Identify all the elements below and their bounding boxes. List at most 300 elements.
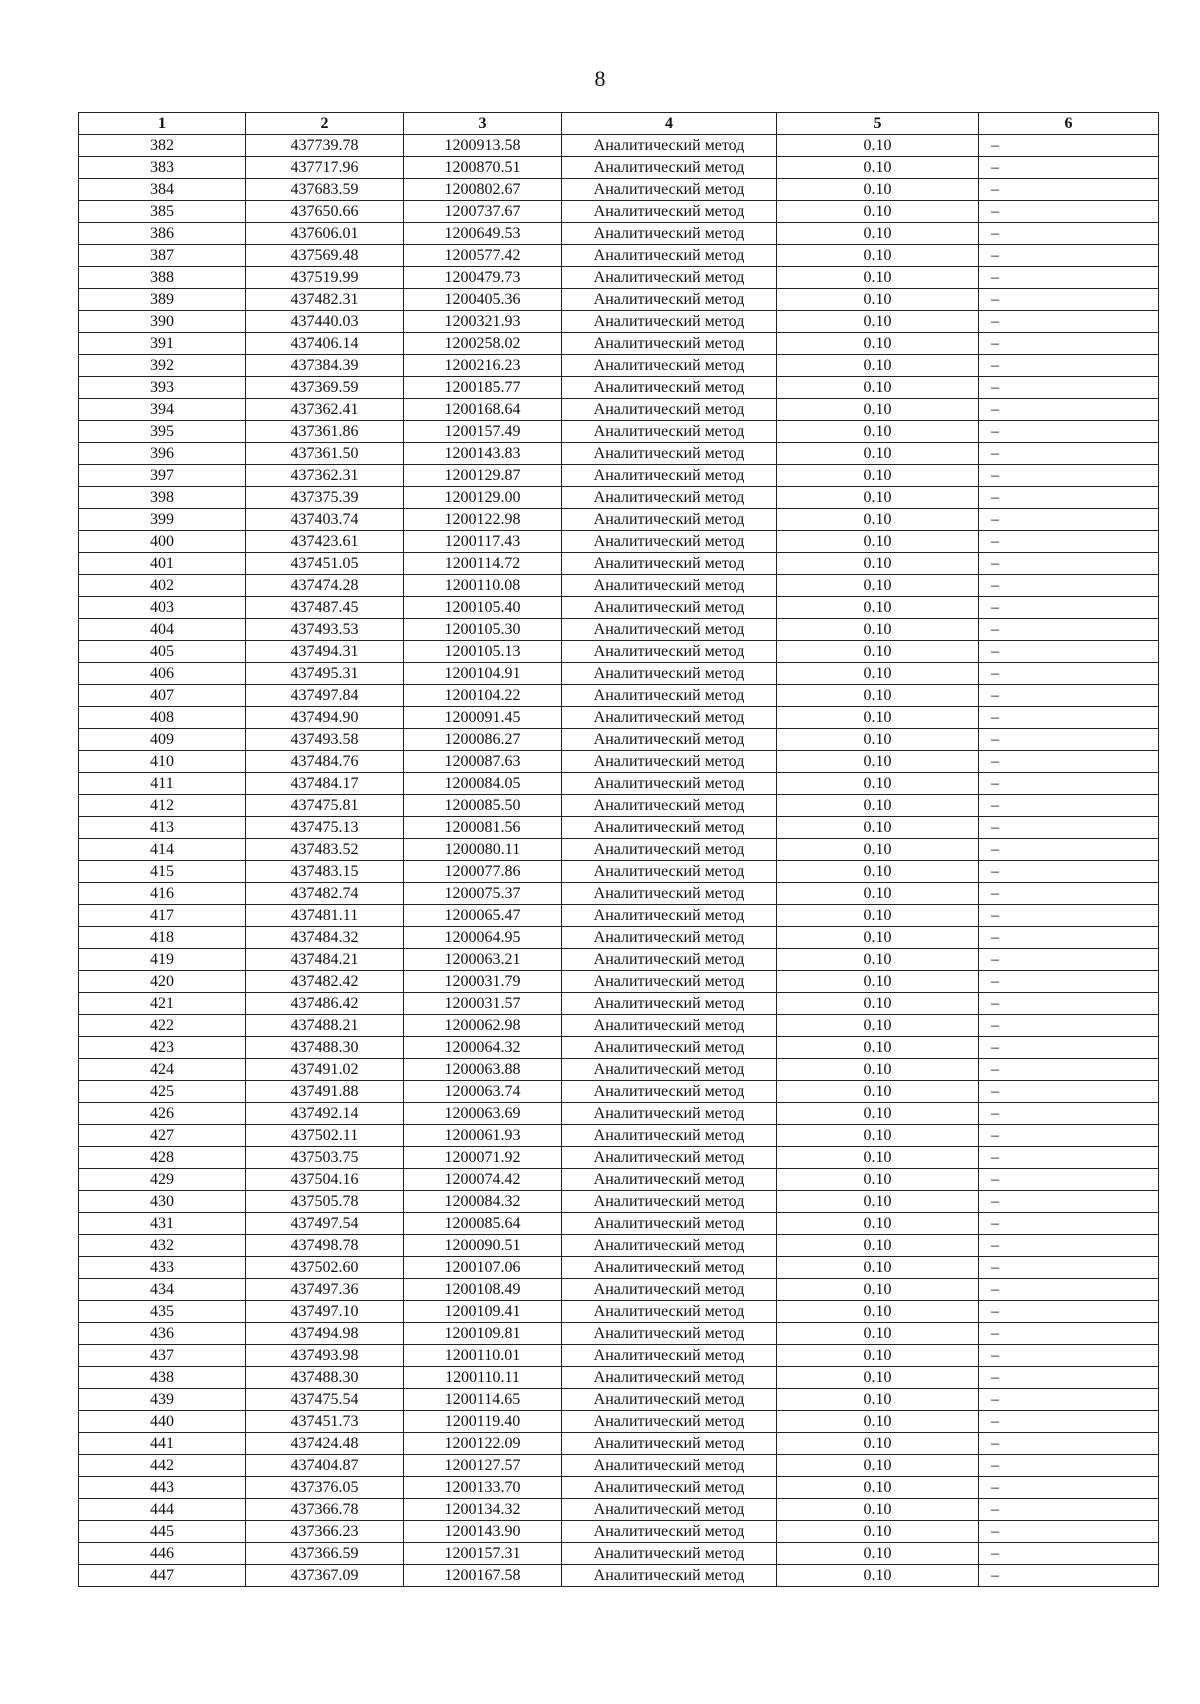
x-coordinate-cell: 437482.74	[246, 883, 404, 905]
table-row	[79, 773, 1159, 795]
note-cell: –	[979, 267, 1159, 289]
point-number-cell: 384	[79, 179, 246, 201]
note-cell: –	[979, 333, 1159, 355]
table-row	[79, 355, 1159, 377]
point-number-cell: 446	[79, 1543, 246, 1565]
y-coordinate-cell: 1200071.92	[404, 1147, 562, 1169]
x-coordinate-cell: 437451.73	[246, 1411, 404, 1433]
accuracy-cell: 0.10	[777, 355, 979, 377]
y-coordinate-cell: 1200114.65	[404, 1389, 562, 1411]
x-coordinate-cell: 437497.54	[246, 1213, 404, 1235]
accuracy-cell: 0.10	[777, 135, 979, 157]
note-cell: –	[979, 1235, 1159, 1257]
x-coordinate-cell: 437493.98	[246, 1345, 404, 1367]
point-number-cell: 443	[79, 1477, 246, 1499]
y-coordinate-cell: 1200114.72	[404, 553, 562, 575]
note-cell: –	[979, 443, 1159, 465]
method-cell: Аналитический метод	[562, 575, 777, 597]
x-coordinate-cell: 437606.01	[246, 223, 404, 245]
table-row	[79, 1235, 1159, 1257]
y-coordinate-cell: 1200031.57	[404, 993, 562, 1015]
accuracy-cell: 0.10	[777, 267, 979, 289]
point-number-cell: 424	[79, 1059, 246, 1081]
accuracy-cell: 0.10	[777, 1059, 979, 1081]
table-row	[79, 245, 1159, 267]
method-cell: Аналитический метод	[562, 1389, 777, 1411]
method-cell: Аналитический метод	[562, 905, 777, 927]
y-coordinate-cell: 1200122.09	[404, 1433, 562, 1455]
note-cell: –	[979, 1499, 1159, 1521]
table-row	[79, 1147, 1159, 1169]
method-cell: Аналитический метод	[562, 289, 777, 311]
x-coordinate-cell: 437366.78	[246, 1499, 404, 1521]
table-row	[79, 927, 1159, 949]
table-row	[79, 421, 1159, 443]
table-row	[79, 905, 1159, 927]
x-coordinate-cell: 437488.21	[246, 1015, 404, 1037]
method-cell: Аналитический метод	[562, 773, 777, 795]
y-coordinate-cell: 1200064.32	[404, 1037, 562, 1059]
point-number-cell: 426	[79, 1103, 246, 1125]
accuracy-cell: 0.10	[777, 223, 979, 245]
point-number-cell: 419	[79, 949, 246, 971]
accuracy-cell: 0.10	[777, 817, 979, 839]
table-row	[79, 817, 1159, 839]
table-row	[79, 135, 1159, 157]
accuracy-cell: 0.10	[777, 1257, 979, 1279]
method-cell: Аналитический метод	[562, 553, 777, 575]
y-coordinate-cell: 1200129.00	[404, 487, 562, 509]
point-number-cell: 422	[79, 1015, 246, 1037]
accuracy-cell: 0.10	[777, 487, 979, 509]
method-cell: Аналитический метод	[562, 1543, 777, 1565]
y-coordinate-cell: 1200117.43	[404, 531, 562, 553]
method-cell: Аналитический метод	[562, 487, 777, 509]
table-row	[79, 509, 1159, 531]
method-cell: Аналитический метод	[562, 949, 777, 971]
x-coordinate-cell: 437484.17	[246, 773, 404, 795]
accuracy-cell: 0.10	[777, 1367, 979, 1389]
table-row	[79, 1279, 1159, 1301]
method-cell: Аналитический метод	[562, 1521, 777, 1543]
note-cell: –	[979, 1081, 1159, 1103]
point-number-cell: 413	[79, 817, 246, 839]
column-header-1: 1	[79, 113, 246, 135]
method-cell: Аналитический метод	[562, 707, 777, 729]
table-row	[79, 729, 1159, 751]
note-cell: –	[979, 619, 1159, 641]
x-coordinate-cell: 437362.31	[246, 465, 404, 487]
accuracy-cell: 0.10	[777, 619, 979, 641]
x-coordinate-cell: 437362.41	[246, 399, 404, 421]
accuracy-cell: 0.10	[777, 1037, 979, 1059]
y-coordinate-cell: 1200105.13	[404, 641, 562, 663]
x-coordinate-cell: 437475.13	[246, 817, 404, 839]
method-cell: Аналитический метод	[562, 1433, 777, 1455]
x-coordinate-cell: 437475.81	[246, 795, 404, 817]
accuracy-cell: 0.10	[777, 1169, 979, 1191]
method-cell: Аналитический метод	[562, 1279, 777, 1301]
y-coordinate-cell: 1200105.40	[404, 597, 562, 619]
note-cell: –	[979, 1015, 1159, 1037]
column-header-3: 3	[404, 113, 562, 135]
method-cell: Аналитический метод	[562, 1147, 777, 1169]
accuracy-cell: 0.10	[777, 751, 979, 773]
y-coordinate-cell: 1200479.73	[404, 267, 562, 289]
y-coordinate-cell: 1200577.42	[404, 245, 562, 267]
method-cell: Аналитический метод	[562, 245, 777, 267]
accuracy-cell: 0.10	[777, 1499, 979, 1521]
method-cell: Аналитический метод	[562, 201, 777, 223]
y-coordinate-cell: 1200085.50	[404, 795, 562, 817]
table-row	[79, 311, 1159, 333]
x-coordinate-cell: 437404.87	[246, 1455, 404, 1477]
accuracy-cell: 0.10	[777, 245, 979, 267]
note-cell: –	[979, 311, 1159, 333]
y-coordinate-cell: 1200134.32	[404, 1499, 562, 1521]
note-cell: –	[979, 1477, 1159, 1499]
point-number-cell: 434	[79, 1279, 246, 1301]
x-coordinate-cell: 437494.98	[246, 1323, 404, 1345]
point-number-cell: 430	[79, 1191, 246, 1213]
note-cell: –	[979, 465, 1159, 487]
y-coordinate-cell: 1200109.81	[404, 1323, 562, 1345]
point-number-cell: 440	[79, 1411, 246, 1433]
accuracy-cell: 0.10	[777, 641, 979, 663]
x-coordinate-cell: 437366.59	[246, 1543, 404, 1565]
method-cell: Аналитический метод	[562, 179, 777, 201]
table-row	[79, 1543, 1159, 1565]
point-number-cell: 436	[79, 1323, 246, 1345]
point-number-cell: 415	[79, 861, 246, 883]
method-cell: Аналитический метод	[562, 1059, 777, 1081]
x-coordinate-cell: 437481.11	[246, 905, 404, 927]
accuracy-cell: 0.10	[777, 509, 979, 531]
method-cell: Аналитический метод	[562, 1323, 777, 1345]
point-number-cell: 392	[79, 355, 246, 377]
y-coordinate-cell: 1200185.77	[404, 377, 562, 399]
accuracy-cell: 0.10	[777, 1455, 979, 1477]
x-coordinate-cell: 437493.58	[246, 729, 404, 751]
page-number: 8	[594, 66, 606, 91]
accuracy-cell: 0.10	[777, 1565, 979, 1587]
method-cell: Аналитический метод	[562, 1565, 777, 1587]
method-cell: Аналитический метод	[562, 135, 777, 157]
point-number-cell: 418	[79, 927, 246, 949]
point-number-cell: 411	[79, 773, 246, 795]
point-number-cell: 447	[79, 1565, 246, 1587]
table-row	[79, 377, 1159, 399]
note-cell: –	[979, 1521, 1159, 1543]
table-row	[79, 839, 1159, 861]
note-cell: –	[979, 993, 1159, 1015]
y-coordinate-cell: 1200321.93	[404, 311, 562, 333]
y-coordinate-cell: 1200119.40	[404, 1411, 562, 1433]
y-coordinate-cell: 1200143.83	[404, 443, 562, 465]
note-cell: –	[979, 1543, 1159, 1565]
point-number-cell: 417	[79, 905, 246, 927]
y-coordinate-cell: 1200064.95	[404, 927, 562, 949]
x-coordinate-cell: 437492.14	[246, 1103, 404, 1125]
table-row	[79, 157, 1159, 179]
x-coordinate-cell: 437474.28	[246, 575, 404, 597]
point-number-cell: 382	[79, 135, 246, 157]
x-coordinate-cell: 437440.03	[246, 311, 404, 333]
point-number-cell: 420	[79, 971, 246, 993]
accuracy-cell: 0.10	[777, 531, 979, 553]
method-cell: Аналитический метод	[562, 399, 777, 421]
y-coordinate-cell: 1200086.27	[404, 729, 562, 751]
y-coordinate-cell: 1200913.58	[404, 135, 562, 157]
point-number-cell: 409	[79, 729, 246, 751]
accuracy-cell: 0.10	[777, 1543, 979, 1565]
accuracy-cell: 0.10	[777, 839, 979, 861]
table-row	[79, 179, 1159, 201]
x-coordinate-cell: 437403.74	[246, 509, 404, 531]
accuracy-cell: 0.10	[777, 883, 979, 905]
note-cell: –	[979, 1455, 1159, 1477]
point-number-cell: 433	[79, 1257, 246, 1279]
point-number-cell: 428	[79, 1147, 246, 1169]
y-coordinate-cell: 1200065.47	[404, 905, 562, 927]
point-number-cell: 431	[79, 1213, 246, 1235]
note-cell: –	[979, 553, 1159, 575]
table-row	[79, 1477, 1159, 1499]
note-cell: –	[979, 399, 1159, 421]
table-row	[79, 1213, 1159, 1235]
method-cell: Аналитический метод	[562, 883, 777, 905]
y-coordinate-cell: 1200062.98	[404, 1015, 562, 1037]
column-header-6: 6	[979, 113, 1159, 135]
table-row	[79, 575, 1159, 597]
y-coordinate-cell: 1200108.49	[404, 1279, 562, 1301]
y-coordinate-cell: 1200084.32	[404, 1191, 562, 1213]
table-row	[79, 1169, 1159, 1191]
column-header-5: 5	[777, 113, 979, 135]
x-coordinate-cell: 437366.23	[246, 1521, 404, 1543]
y-coordinate-cell: 1200127.57	[404, 1455, 562, 1477]
note-cell: –	[979, 135, 1159, 157]
accuracy-cell: 0.10	[777, 311, 979, 333]
note-cell: –	[979, 531, 1159, 553]
note-cell: –	[979, 971, 1159, 993]
table-row	[79, 597, 1159, 619]
note-cell: –	[979, 1411, 1159, 1433]
y-coordinate-cell: 1200168.64	[404, 399, 562, 421]
y-coordinate-cell: 1200074.42	[404, 1169, 562, 1191]
method-cell: Аналитический метод	[562, 817, 777, 839]
accuracy-cell: 0.10	[777, 795, 979, 817]
note-cell: –	[979, 685, 1159, 707]
accuracy-cell: 0.10	[777, 1191, 979, 1213]
table-row	[79, 1499, 1159, 1521]
x-coordinate-cell: 437497.84	[246, 685, 404, 707]
y-coordinate-cell: 1200061.93	[404, 1125, 562, 1147]
method-cell: Аналитический метод	[562, 443, 777, 465]
table-row	[79, 267, 1159, 289]
note-cell: –	[979, 201, 1159, 223]
x-coordinate-cell: 437488.30	[246, 1367, 404, 1389]
accuracy-cell: 0.10	[777, 861, 979, 883]
note-cell: –	[979, 927, 1159, 949]
point-number-cell: 387	[79, 245, 246, 267]
point-number-cell: 406	[79, 663, 246, 685]
method-cell: Аналитический метод	[562, 1213, 777, 1235]
note-cell: –	[979, 773, 1159, 795]
accuracy-cell: 0.10	[777, 707, 979, 729]
table-row	[79, 1257, 1159, 1279]
x-coordinate-cell: 437361.86	[246, 421, 404, 443]
point-number-cell: 421	[79, 993, 246, 1015]
note-cell: –	[979, 1037, 1159, 1059]
table-row	[79, 795, 1159, 817]
note-cell: –	[979, 949, 1159, 971]
method-cell: Аналитический метод	[562, 1125, 777, 1147]
note-cell: –	[979, 597, 1159, 619]
table-row	[79, 201, 1159, 223]
accuracy-cell: 0.10	[777, 1235, 979, 1257]
x-coordinate-cell: 437384.39	[246, 355, 404, 377]
table-row	[79, 1191, 1159, 1213]
accuracy-cell: 0.10	[777, 1389, 979, 1411]
accuracy-cell: 0.10	[777, 1433, 979, 1455]
x-coordinate-cell: 437502.60	[246, 1257, 404, 1279]
accuracy-cell: 0.10	[777, 157, 979, 179]
note-cell: –	[979, 1059, 1159, 1081]
y-coordinate-cell: 1200110.11	[404, 1367, 562, 1389]
table-row	[79, 971, 1159, 993]
method-cell: Аналитический метод	[562, 1103, 777, 1125]
x-coordinate-cell: 437495.31	[246, 663, 404, 685]
note-cell: –	[979, 1213, 1159, 1235]
method-cell: Аналитический метод	[562, 795, 777, 817]
y-coordinate-cell: 1200802.67	[404, 179, 562, 201]
method-cell: Аналитический метод	[562, 1455, 777, 1477]
x-coordinate-cell: 437482.42	[246, 971, 404, 993]
note-cell: –	[979, 751, 1159, 773]
point-number-cell: 383	[79, 157, 246, 179]
x-coordinate-cell: 437486.42	[246, 993, 404, 1015]
table-row	[79, 685, 1159, 707]
point-number-cell: 393	[79, 377, 246, 399]
table-header-row	[79, 113, 1159, 135]
y-coordinate-cell: 1200110.01	[404, 1345, 562, 1367]
table-row	[79, 1323, 1159, 1345]
method-cell: Аналитический метод	[562, 311, 777, 333]
table-row	[79, 531, 1159, 553]
accuracy-cell: 0.10	[777, 773, 979, 795]
table-row	[79, 443, 1159, 465]
point-number-cell: 435	[79, 1301, 246, 1323]
x-coordinate-cell: 437498.78	[246, 1235, 404, 1257]
note-cell: –	[979, 179, 1159, 201]
table-row	[79, 1125, 1159, 1147]
table-row	[79, 619, 1159, 641]
point-number-cell: 429	[79, 1169, 246, 1191]
point-number-cell: 399	[79, 509, 246, 531]
accuracy-cell: 0.10	[777, 905, 979, 927]
method-cell: Аналитический метод	[562, 1499, 777, 1521]
note-cell: –	[979, 795, 1159, 817]
note-cell: –	[979, 1147, 1159, 1169]
x-coordinate-cell: 437484.32	[246, 927, 404, 949]
method-cell: Аналитический метод	[562, 1015, 777, 1037]
column-header-4: 4	[562, 113, 777, 135]
y-coordinate-cell: 1200063.88	[404, 1059, 562, 1081]
note-cell: –	[979, 729, 1159, 751]
method-cell: Аналитический метод	[562, 377, 777, 399]
table-row	[79, 1037, 1159, 1059]
note-cell: –	[979, 355, 1159, 377]
point-number-cell: 427	[79, 1125, 246, 1147]
y-coordinate-cell: 1200157.31	[404, 1543, 562, 1565]
accuracy-cell: 0.10	[777, 553, 979, 575]
point-number-cell: 423	[79, 1037, 246, 1059]
point-number-cell: 401	[79, 553, 246, 575]
method-cell: Аналитический метод	[562, 157, 777, 179]
accuracy-cell: 0.10	[777, 597, 979, 619]
x-coordinate-cell: 437361.50	[246, 443, 404, 465]
note-cell: –	[979, 707, 1159, 729]
y-coordinate-cell: 1200085.64	[404, 1213, 562, 1235]
y-coordinate-cell: 1200157.49	[404, 421, 562, 443]
accuracy-cell: 0.10	[777, 1477, 979, 1499]
method-cell: Аналитический метод	[562, 1235, 777, 1257]
accuracy-cell: 0.10	[777, 685, 979, 707]
point-number-cell: 438	[79, 1367, 246, 1389]
note-cell: –	[979, 245, 1159, 267]
note-cell: –	[979, 641, 1159, 663]
x-coordinate-cell: 437503.75	[246, 1147, 404, 1169]
note-cell: –	[979, 421, 1159, 443]
table-row	[79, 399, 1159, 421]
note-cell: –	[979, 1103, 1159, 1125]
accuracy-cell: 0.10	[777, 927, 979, 949]
point-number-cell: 442	[79, 1455, 246, 1477]
table-row	[79, 883, 1159, 905]
point-number-cell: 394	[79, 399, 246, 421]
note-cell: –	[979, 663, 1159, 685]
table-row	[79, 223, 1159, 245]
method-cell: Аналитический метод	[562, 597, 777, 619]
accuracy-cell: 0.10	[777, 1015, 979, 1037]
x-coordinate-cell: 437494.31	[246, 641, 404, 663]
y-coordinate-cell: 1200737.67	[404, 201, 562, 223]
point-number-cell: 397	[79, 465, 246, 487]
accuracy-cell: 0.10	[777, 971, 979, 993]
x-coordinate-cell: 437487.45	[246, 597, 404, 619]
note-cell: –	[979, 289, 1159, 311]
table-row	[79, 1103, 1159, 1125]
method-cell: Аналитический метод	[562, 729, 777, 751]
table-row	[79, 707, 1159, 729]
point-number-cell: 405	[79, 641, 246, 663]
method-cell: Аналитический метод	[562, 1301, 777, 1323]
method-cell: Аналитический метод	[562, 927, 777, 949]
method-cell: Аналитический метод	[562, 1477, 777, 1499]
point-number-cell: 402	[79, 575, 246, 597]
note-cell: –	[979, 1169, 1159, 1191]
x-coordinate-cell: 437519.99	[246, 267, 404, 289]
y-coordinate-cell: 1200216.23	[404, 355, 562, 377]
x-coordinate-cell: 437650.66	[246, 201, 404, 223]
table-row	[79, 1389, 1159, 1411]
accuracy-cell: 0.10	[777, 729, 979, 751]
point-number-cell: 412	[79, 795, 246, 817]
accuracy-cell: 0.10	[777, 1213, 979, 1235]
y-coordinate-cell: 1200133.70	[404, 1477, 562, 1499]
note-cell: –	[979, 223, 1159, 245]
